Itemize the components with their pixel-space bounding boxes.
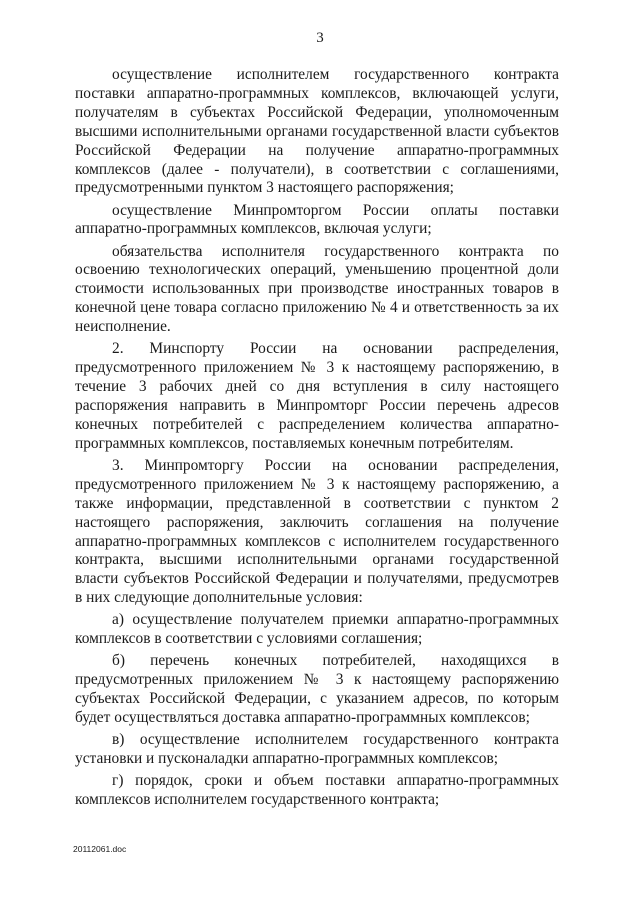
paragraph-item-2: 2. Минспорту России на основании распределения, предусмотренного приложением № 3 к настоящему распоряжению, в течение 3 рабочих дней со дня вступления в силу настоящего распоряжения направить в Минпромторг России перечень адресов конечных потребителей с распределением количества аппаратно-программных комплексов, поставляемых конечным потребителям.	[75, 340, 559, 452]
paragraph-condition-g: г) порядок, сроки и объем поставки аппаратно-программных комплексов исполнителем государственного контракта;	[75, 772, 559, 809]
paragraph-condition-v: в) осуществление исполнителем государственного контракта установки и пусконаладки аппаратно-программных комплексов;	[75, 731, 559, 768]
document-body	[75, 66, 559, 810]
file-name-footer: 20112061.doc	[73, 844, 127, 854]
paragraph-condition-b: б) перечень конечных потребителей, находящихся в предусмотренных приложением № 3 к настоящему распоряжению субъектах Российской Федерации, с указанием адресов, по которым будет осуществляться доставка аппаратно-программных комплексов;	[75, 652, 559, 727]
paragraph-condition-a: а) осуществление получателем приемки аппаратно-программных комплексов в соответствии с условиями соглашения;	[75, 611, 559, 648]
paragraph-payment: осуществление Минпромторгом России оплаты поставки аппаратно-программных комплексов, включая услуги;	[75, 201, 559, 238]
page-number: 3	[316, 30, 324, 46]
paragraph-item-3: 3. Минпромторгу России на основании распределения, предусмотренного приложением № 3 к настоящему распоряжению, а также информации, представленной в соответствии с пунктом 2 настоящего распоряжения, заключить соглашения на получение аппаратно-программных комплексов с исполнителем государственного контракта, высшими исполнительными органами государственной власти субъектов Российской Федерации и получателями, предусмотрев в них следующие дополнительные условия:	[75, 456, 559, 607]
paragraph-obligations: обязательства исполнителя государственного контракта по освоению технологических операций, уменьшению процентной доли стоимости использованных при производстве иностранных товаров в конечной цене товара согласно приложению № 4 и ответственность за их неисполнение.	[75, 242, 559, 336]
paragraph-contract-delivery: осуществление исполнителем государственного контракта поставки аппаратно-программных комплексов, включающей услуги, получателям в субъектах Российской Федерации, уполномоченным высшими исполнительными органами государственной власти субъектов Российской Федерации на получение аппаратно-программных комплексов (далее - получатели), в соответствии с соглашениями, предусмотренными пунктом 3 настоящего распоряжения;	[75, 66, 559, 197]
